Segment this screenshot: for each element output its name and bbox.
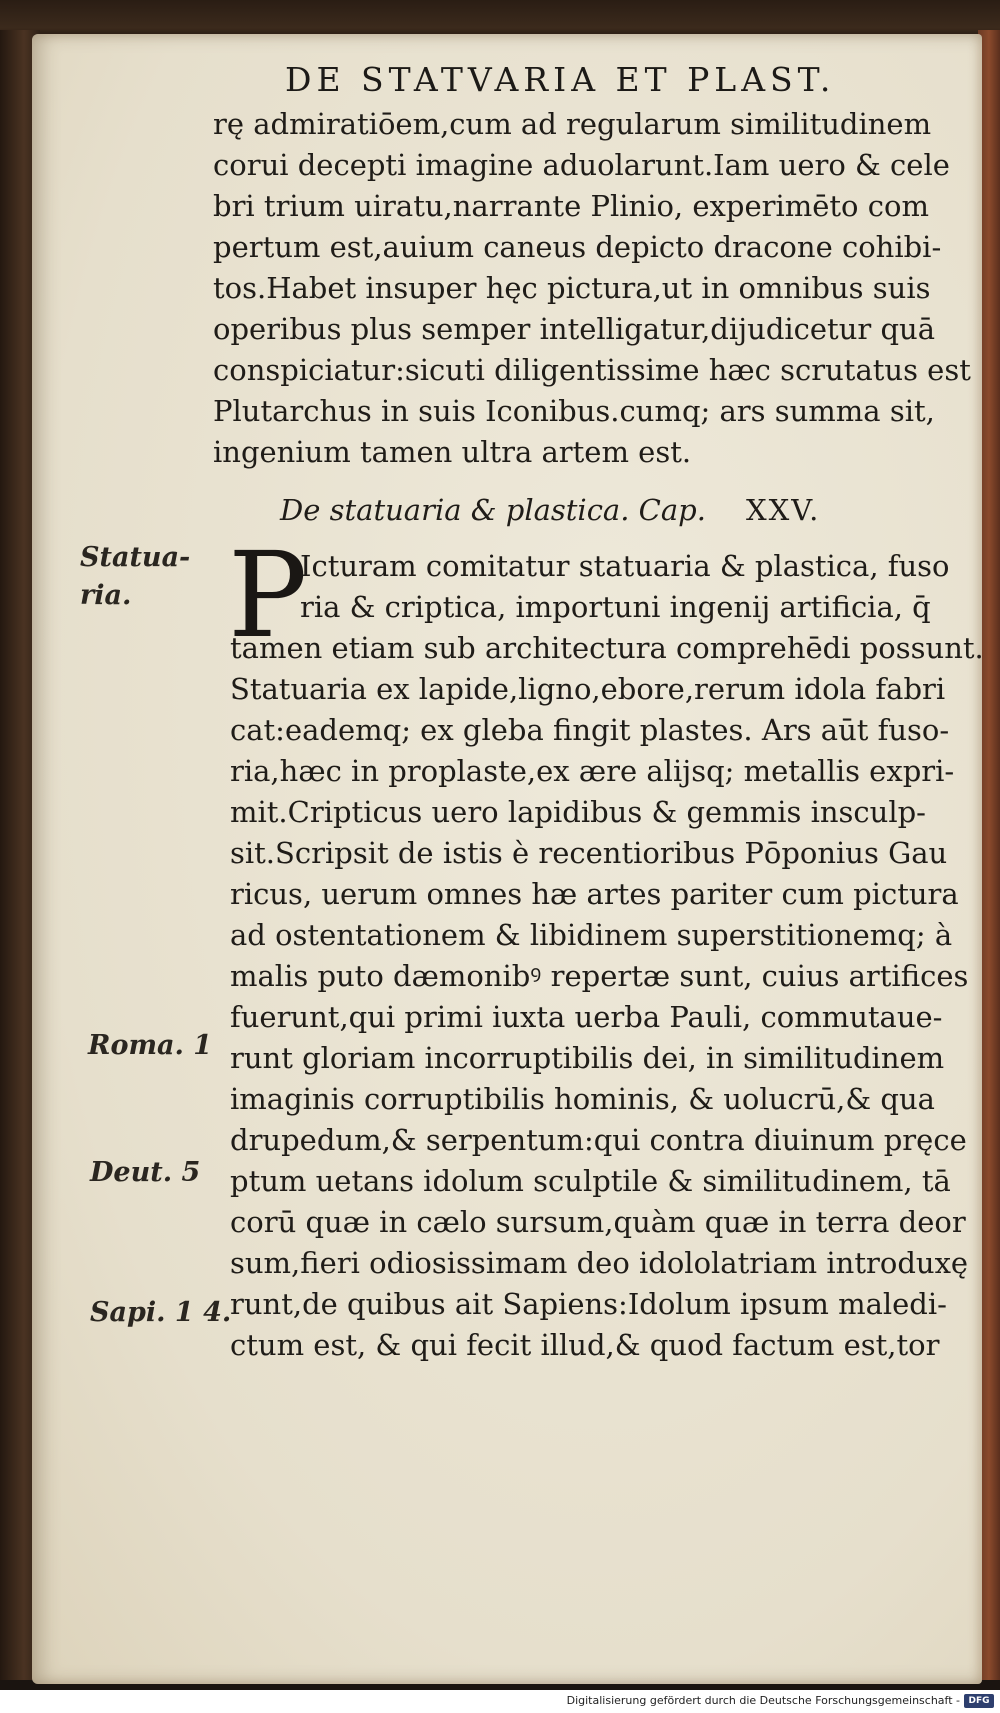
text-line: sit.Scripsit de istis è recentioribus Pōponius Gau — [230, 836, 948, 870]
text-line: corui decepti imagine aduolarunt.Iam uero & cele — [213, 148, 950, 182]
text-line: Plutarchus in suis Iconibus.cumq; ars summa sit, — [213, 394, 935, 428]
text-line: rę admiratiōem,cum ad regularum similitudinem — [213, 107, 932, 141]
text-line: conspiciatur:sicuti diligentissime hæc scrutatus est — [213, 353, 971, 387]
text-line: ingenium tamen ultra artem est. — [213, 435, 692, 469]
text-line: fuerunt,qui primi iuxta uerba Pauli, commutaue- — [230, 1000, 943, 1034]
text-line: pertum est,auium caneus depicto dracone cohibi- — [213, 230, 942, 264]
top-text-block — [213, 104, 971, 473]
text-line: malis puto dæmonibꝰ repertæ sunt, cuius artifices — [230, 959, 969, 993]
text-line: cat:eademq; ex gleba fingit plastes. Ars aūt fuso- — [230, 713, 950, 747]
text-line: runt gloriam incorruptibilis dei, in similitudinem — [230, 1041, 945, 1075]
text-line: ptum uetans idolum sculptile & similitudinem, tā — [230, 1164, 951, 1198]
footer-credit: Digitalisierung gefördert durch die Deutsche Forschungsgemeinschaft - — [566, 1694, 960, 1707]
chapter-title: De statuaria & plastica. Cap. — [280, 493, 706, 527]
margin-note-statuaria-cont: ria. — [80, 580, 132, 611]
margin-note-sapi: Sapi. 1 4. — [90, 1297, 232, 1328]
text-line: ria & criptica, importuni ingenij artificia, q̄ — [300, 590, 931, 624]
text-line: bri trium uiratu,narrante Plinio, experimēto com — [213, 189, 929, 223]
margin-note-deut: Deut. 5 — [90, 1157, 201, 1188]
text-line: drupedum,& serpentum:qui contra diuinum pręce — [230, 1123, 967, 1157]
text-line: imaginis corruptibilis hominis, & uolucrū,& qua — [230, 1082, 935, 1116]
text-line: Icturam comitatur statuaria & plastica, fuso — [300, 549, 950, 583]
text-line: tamen etiam sub architectura comprehēdi possunt. — [230, 631, 984, 665]
text-line: corū quæ in cælo sursum,quàm quæ in terra deor — [230, 1205, 966, 1239]
dropcap-text-block — [300, 546, 950, 628]
margin-note-statuaria: Statua- — [80, 542, 191, 573]
running-head: DE STATVARIA ET PLAST. — [285, 60, 836, 99]
margin-note-roma: Roma. 1 — [88, 1030, 213, 1061]
text-line: Statuaria ex lapide,ligno,ebore,rerum idola fabri — [230, 672, 946, 706]
drop-capital: P — [228, 526, 308, 664]
chapter-number: XXV. — [745, 493, 821, 527]
text-line: operibus plus semper intelligatur,dijudicetur quā — [213, 312, 935, 346]
text-line: runt,de quibus ait Sapiens:Idolum ipsum maledi- — [230, 1287, 947, 1321]
dfg-logo: DFG — [964, 1694, 994, 1708]
text-line: tos.Habet insuper hęc pictura,ut in omnibus suis — [213, 271, 931, 305]
text-line: ricus, uerum omnes hæ artes pariter cum pictura — [230, 877, 959, 911]
chapter-heading — [280, 493, 820, 527]
text-line: ria,hæc in proplaste,ex ære alijsq; metallis expri- — [230, 754, 955, 788]
text-line: mit.Cripticus uero lapidibus & gemmis insculp- — [230, 795, 926, 829]
text-line: ad ostentationem & libidinem superstitionemq; à — [230, 918, 953, 952]
main-text-block — [230, 628, 984, 1366]
text-line: ctum est, & qui fecit illud,& quod factum est,tor — [230, 1328, 940, 1362]
text-line: sum,fieri odiosissimam deo idololatriam introduxę — [230, 1246, 969, 1280]
